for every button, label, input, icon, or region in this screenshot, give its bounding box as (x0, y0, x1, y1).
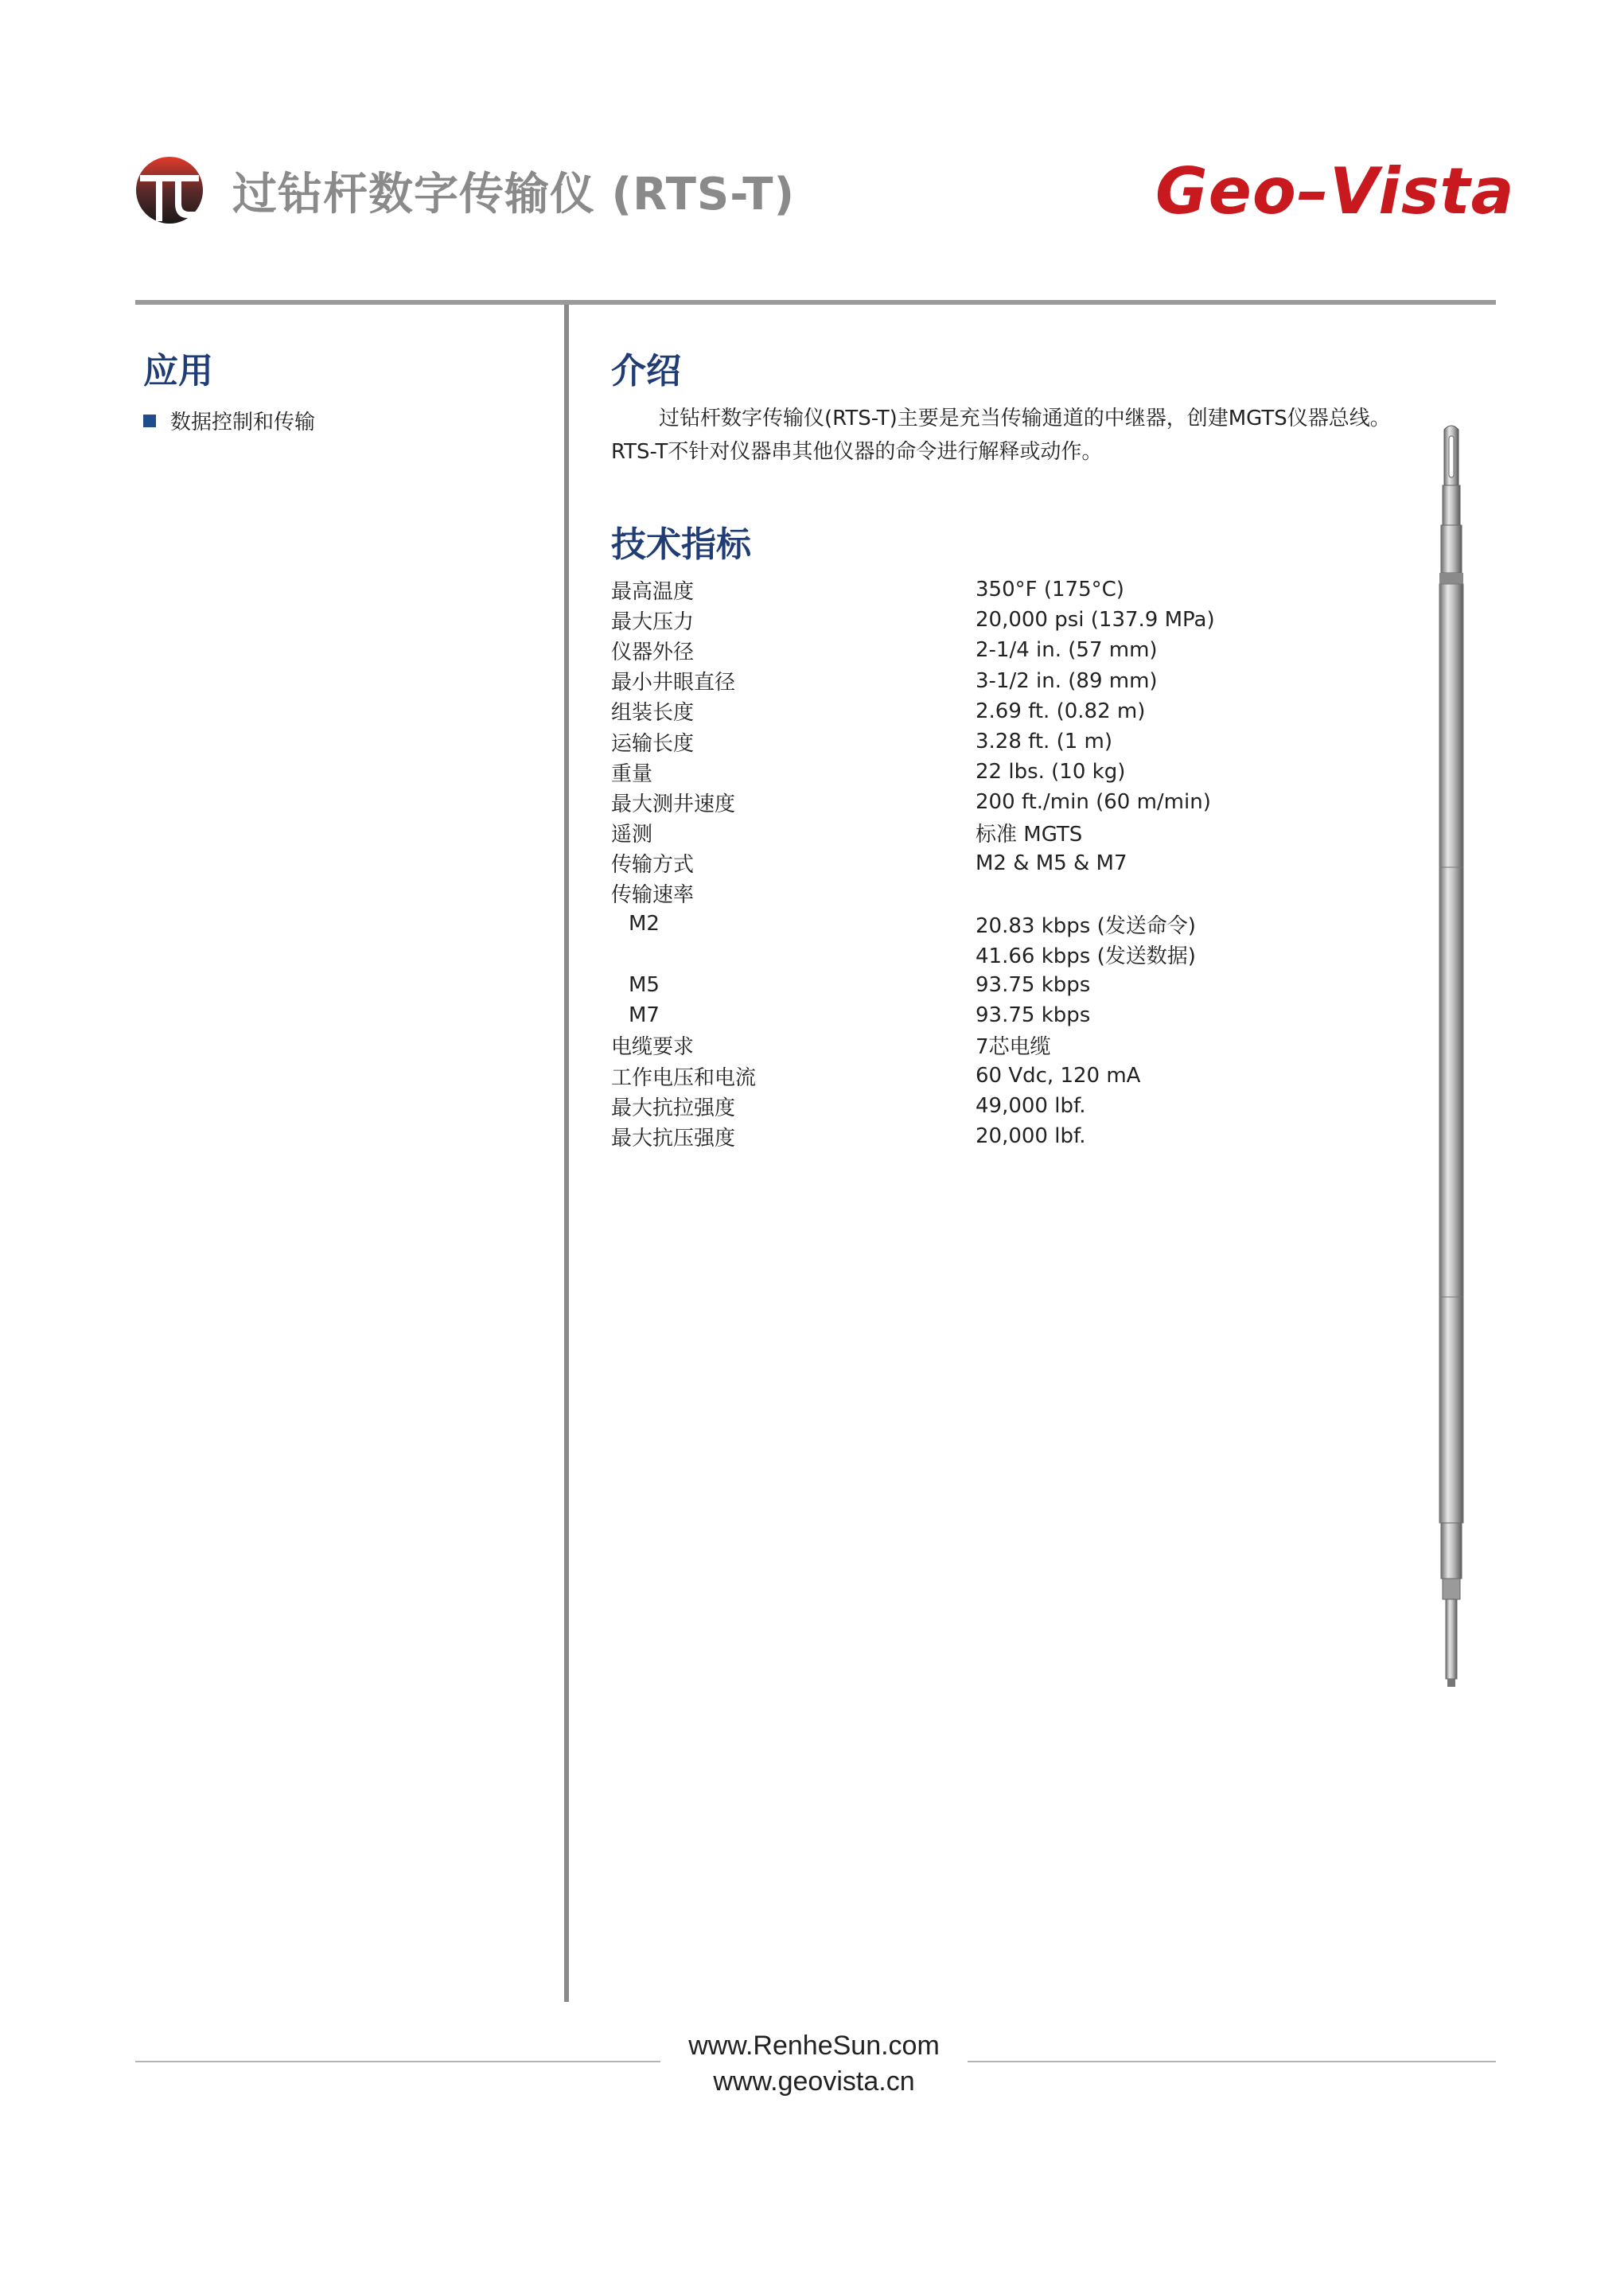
brand-logo: Geo–Vista (1155, 154, 1515, 228)
spec-label: 传输速率 (611, 883, 695, 908)
specs-table (611, 574, 1327, 1152)
spec-label: 最大测井速度 (611, 792, 736, 816)
spec-row (611, 1061, 1327, 1091)
spec-row (611, 1030, 1327, 1061)
specs-heading: 技术指标 (611, 524, 751, 565)
spec-label: M2 (629, 912, 660, 937)
spec-value: 3.28 ft. (1 m) (976, 730, 1112, 754)
spec-row (611, 726, 1327, 757)
spec-label: 最小井眼直径 (611, 671, 736, 695)
spec-label: 最大压力 (611, 609, 695, 634)
spec-row (611, 939, 1327, 969)
spec-value: 93.75 kbps (976, 972, 1091, 997)
spec-label: 电缆要求 (611, 1035, 695, 1060)
rts-t-tool-image (1428, 422, 1474, 1695)
column-divider (564, 305, 569, 2002)
spec-row (611, 1000, 1327, 1030)
spec-label: 仪器外径 (611, 640, 695, 664)
spec-label: 最高温度 (611, 579, 695, 604)
spec-row (611, 878, 1327, 909)
spec-label: 最大抗拉强度 (611, 1096, 736, 1120)
spec-value: 7芯电缆 (976, 1035, 1051, 1060)
spec-row (611, 1091, 1327, 1121)
spec-row (611, 969, 1327, 999)
spec-row (611, 848, 1327, 878)
spec-value: 93.75 kbps (976, 1003, 1091, 1027)
company-logo-icon (135, 154, 204, 226)
spec-label: 工作电压和电流 (611, 1065, 757, 1090)
application-item-label: 数据控制和传输 (170, 411, 316, 434)
spec-value: 200 ft./min (60 m/min) (976, 790, 1211, 815)
spec-value: 49,000 lbf. (976, 1094, 1086, 1119)
footer-url-geovista[interactable]: www.geovista.cn (713, 2066, 915, 2097)
application-item (143, 406, 315, 435)
spec-value: 60 Vdc, 120 mA (976, 1064, 1141, 1088)
spec-value: M2 & M5 & M7 (976, 851, 1127, 875)
spec-label: 遥测 (611, 823, 653, 847)
footer-divider-left (135, 2061, 660, 2062)
spec-row (611, 1121, 1327, 1151)
spec-row (611, 757, 1327, 787)
introduction-text: 过钻杆数字传输仪(RTS-T)主要是充当传输通道的中继器，创建MGTS仪器总线。RTS-T不针对仪器串其他仪器的命令进行解释或动作。 (611, 407, 1391, 464)
footer-url-renhesun[interactable]: www.RenheSun.com (688, 2031, 940, 2061)
bullet-square-icon (143, 415, 156, 427)
applications-heading: 应用 (143, 351, 213, 391)
spec-label: 最大抗压强度 (611, 1126, 736, 1151)
spec-row (611, 787, 1327, 817)
spec-value: 3-1/2 in. (89 mm) (976, 668, 1158, 693)
spec-row (611, 696, 1327, 726)
spec-label: 运输长度 (611, 731, 695, 756)
spec-label: 重量 (611, 761, 653, 786)
spec-value: 标准 MGTS (976, 823, 1083, 847)
spec-label: M5 (629, 972, 660, 997)
spec-value: 20,000 psi (137.9 MPa) (976, 608, 1215, 633)
spec-value: 22 lbs. (10 kg) (976, 760, 1126, 785)
spec-label: M7 (629, 1003, 660, 1027)
spec-row (611, 818, 1327, 848)
spec-label: 传输方式 (611, 853, 695, 878)
footer-divider-right (968, 2061, 1496, 2062)
spec-row (611, 909, 1327, 939)
document-title: 过钻杆数字传输仪 (RTS-T) (232, 169, 796, 220)
spec-row (611, 574, 1327, 605)
spec-value: 20.83 kbps (发送命令) (976, 913, 1196, 938)
spec-value: 2.69 ft. (0.82 m) (976, 699, 1146, 723)
spec-label: 组装长度 (611, 701, 695, 726)
spec-value: 41.66 kbps (发送数据) (976, 944, 1196, 968)
header-divider (135, 300, 1496, 305)
spec-value: 20,000 lbf. (976, 1124, 1086, 1149)
introduction-heading: 介绍 (611, 351, 681, 391)
spec-row (611, 635, 1327, 665)
spec-row (611, 605, 1327, 635)
spec-value: 2-1/4 in. (57 mm) (976, 638, 1158, 663)
spec-value: 350°F (175°C) (976, 578, 1124, 602)
spec-row (611, 666, 1327, 696)
